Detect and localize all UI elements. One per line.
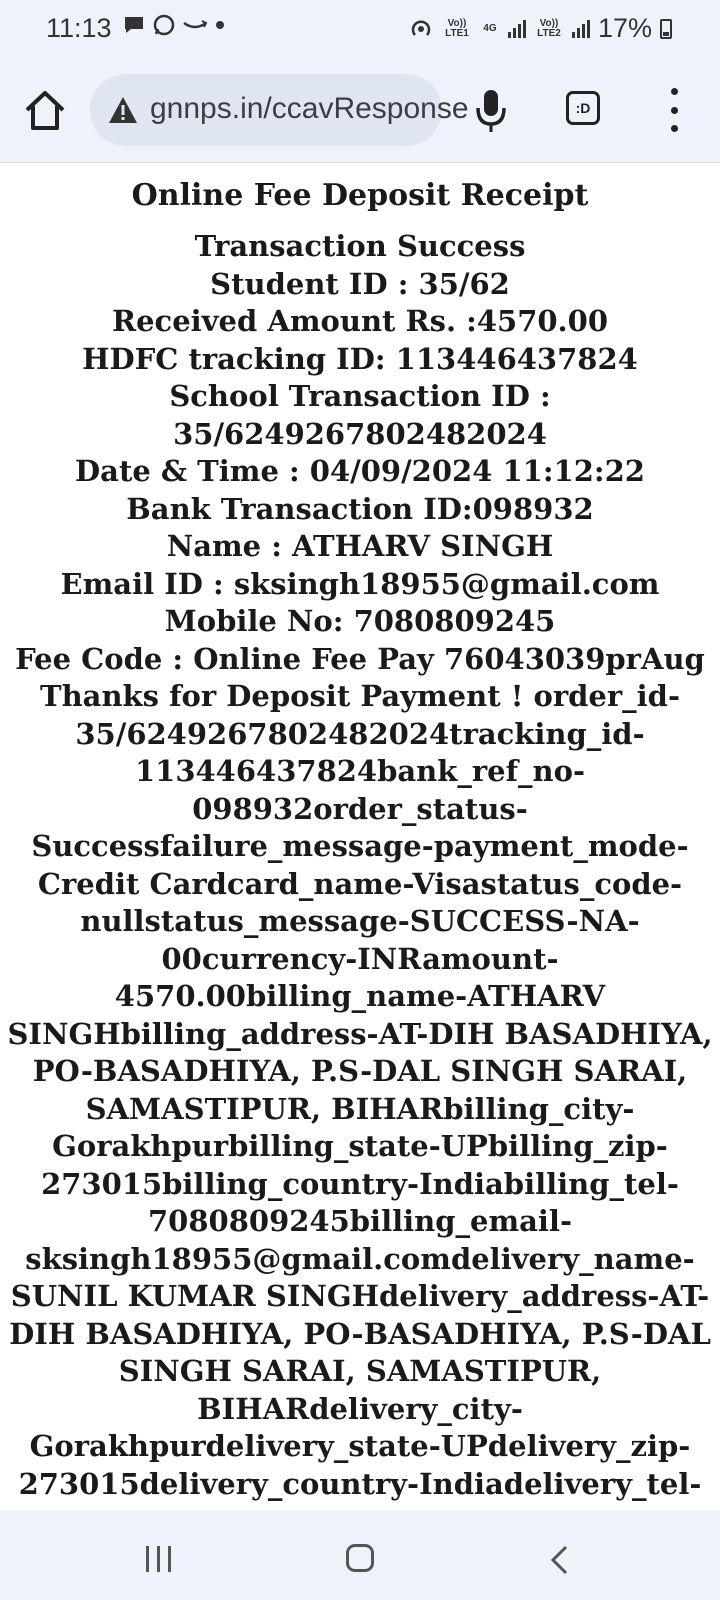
receipt-line: 273015billing_country-Indiabilling_tel- bbox=[41, 1166, 679, 1201]
receipt-line: DIH BASADHIYA, PO-BASADHIYA, P.S-DAL bbox=[9, 1316, 711, 1351]
receipt-line: School Transaction ID : bbox=[169, 379, 551, 413]
receipt-title: Online Fee Deposit Receipt bbox=[131, 178, 589, 213]
receipt-line: Credit Cardcard_name-Visastatus_code- bbox=[37, 866, 683, 901]
system-navigation-bar bbox=[0, 1510, 720, 1600]
receipt-line: Received Amount Rs. :4570.00 bbox=[111, 304, 609, 338]
home-nav-button[interactable] bbox=[346, 1544, 374, 1572]
not-secure-warning-icon[interactable] bbox=[108, 96, 138, 124]
receipt-line: 098932order_status- bbox=[192, 791, 528, 826]
receipt-line: HDFC tracking ID: 113446437824 bbox=[82, 341, 638, 376]
receipt-line: PO-BASADHIYA, P.S-DAL SINGH SARAI, bbox=[32, 1054, 688, 1088]
whatsapp-icon bbox=[152, 13, 176, 37]
receipt-line: BIHARdelivery_city- bbox=[197, 1391, 523, 1426]
receipt-line: Bank Transaction ID:098932 bbox=[126, 491, 594, 526]
receipt-line: Date & Time : 04/09/2024 11:12:22 bbox=[75, 454, 645, 488]
more-menu-icon[interactable] bbox=[664, 88, 684, 132]
amazon-icon bbox=[182, 17, 208, 33]
tab-switcher-button[interactable]: :D bbox=[566, 91, 600, 125]
receipt-line: sksingh18955@gmail.comdelivery_name- bbox=[25, 1241, 695, 1276]
receipt-line: Student ID : 35/62 bbox=[210, 266, 510, 301]
receipt-line: Gorakhpurbilling_state-UPbilling_zip- bbox=[52, 1129, 668, 1163]
receipt-line: Email ID : sksingh18955@gmail.com bbox=[60, 566, 660, 601]
status-time: 11:13 bbox=[46, 13, 112, 43]
receipt-line: 35/6249267802482024tracking_id- bbox=[75, 716, 645, 751]
receipt-line: Successfailure_message-payment_mode- bbox=[31, 829, 689, 863]
receipt-line: SINGHbilling_address-AT-DIH BASADHIYA, bbox=[7, 1016, 713, 1051]
receipt-line: 7080809245billing_email- bbox=[148, 1204, 572, 1238]
hotspot-icon bbox=[408, 16, 434, 42]
notification-icons bbox=[122, 13, 226, 37]
recent-apps-button[interactable] bbox=[146, 1546, 171, 1572]
status-bar bbox=[0, 0, 720, 58]
back-button[interactable] bbox=[548, 1544, 570, 1576]
browser-toolbar bbox=[0, 58, 720, 163]
more-notifications-dot-icon bbox=[214, 19, 226, 31]
battery-icon bbox=[660, 19, 672, 39]
receipt-line: 4570.00billing_name-ATHARV bbox=[114, 979, 606, 1013]
receipt-line: 113446437824bank_ref_no- bbox=[134, 754, 586, 788]
receipt-line: 35/6249267802482024 bbox=[173, 416, 547, 451]
receipt-line: nullstatus_message-SUCCESS-NA- bbox=[80, 904, 640, 938]
receipt-line: Thanks for Deposit Payment ! order_id- bbox=[40, 679, 680, 713]
receipt-line: SAMASTIPUR, BIHARbilling_city- bbox=[85, 1091, 635, 1126]
receipt-line: Transaction Success bbox=[194, 229, 526, 263]
url-bar[interactable] bbox=[90, 74, 469, 146]
receipt-line: 273015delivery_country-Indiadelivery_tel- bbox=[18, 1466, 702, 1501]
status-indicators bbox=[408, 13, 672, 44]
home-button[interactable] bbox=[22, 88, 68, 132]
network-label-sim1: Vo)) LTE1 bbox=[445, 17, 469, 39]
message-icon bbox=[122, 13, 146, 37]
signal-bars-sim2-icon bbox=[572, 20, 590, 38]
network-label-sim2: Vo)) LTE2 bbox=[537, 17, 561, 39]
receipt-page bbox=[0, 162, 720, 1501]
receipt-details bbox=[0, 228, 720, 1503]
receipt-line: Gorakhpurdelivery_state-UPdelivery_zip- bbox=[29, 1429, 691, 1463]
signal-bars-sim1-icon bbox=[508, 20, 526, 38]
receipt-line: Name : ATHARV SINGH bbox=[166, 529, 554, 563]
network-type: 4G bbox=[483, 22, 497, 34]
battery-percentage: 17% bbox=[597, 13, 652, 43]
receipt-line: SUNIL KUMAR SINGHdelivery_address-AT- bbox=[10, 1279, 710, 1313]
receipt-line: 00currency-INRamount- bbox=[161, 941, 559, 976]
receipt-line: Fee Code : Online Fee Pay 76043039prAug bbox=[15, 641, 705, 676]
url-text[interactable]: gnnps.in/ccavResponse bbox=[150, 92, 469, 125]
receipt-line: Mobile No: 7080809245 bbox=[164, 604, 556, 638]
microphone-icon[interactable] bbox=[474, 88, 508, 134]
receipt-line: SINGH SARAI, SAMASTIPUR, bbox=[118, 1354, 602, 1388]
